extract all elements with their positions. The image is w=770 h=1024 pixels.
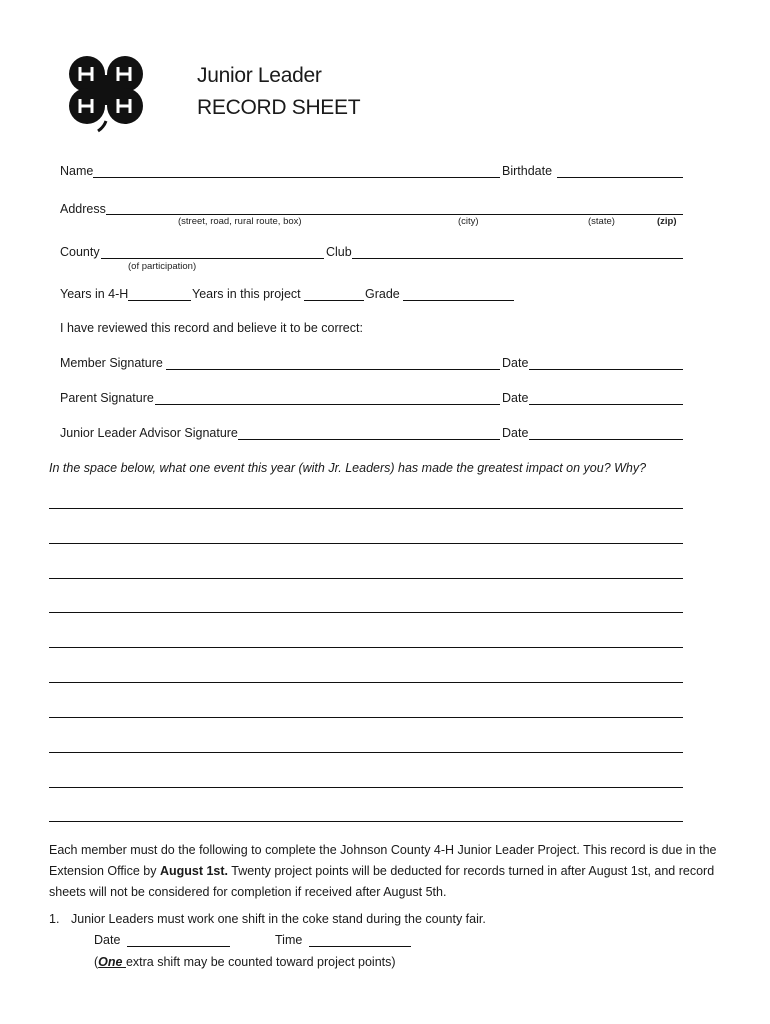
member-signature-field[interactable] xyxy=(166,369,500,370)
item-1-time-label: Time xyxy=(275,933,303,947)
grade-field[interactable] xyxy=(403,300,514,301)
answer-line-7[interactable] xyxy=(49,717,683,718)
county-hint: (of participation) xyxy=(128,261,197,272)
item-1-date-label: Date xyxy=(94,933,121,947)
answer-line-5[interactable] xyxy=(49,647,683,648)
4h-clover-icon xyxy=(66,49,146,133)
item-1-date-field[interactable] xyxy=(127,946,230,947)
address-field[interactable] xyxy=(106,214,683,215)
instructions-text-2: Twenty project points will be deducted for records turned in after August 1st, and record sheets will not be considered for completion if received after August 5th. xyxy=(49,864,715,899)
address-hint-street: (street, road, rural route, box) xyxy=(178,216,302,227)
item-1-time-field[interactable] xyxy=(309,946,411,947)
name-label: Name xyxy=(60,164,94,178)
birthdate-label: Birthdate xyxy=(502,164,553,178)
county-label: County xyxy=(60,245,100,259)
advisor-signature-field[interactable] xyxy=(238,439,500,440)
answer-line-2[interactable] xyxy=(49,543,683,544)
certify-text: I have reviewed this record and believe it to be correct: xyxy=(60,321,363,335)
item-1-note-rest: extra shift may be counted toward project points) xyxy=(125,955,396,969)
address-label: Address xyxy=(60,202,106,216)
answer-line-10[interactable] xyxy=(49,821,683,822)
club-field[interactable] xyxy=(352,258,683,259)
item-1-text: Junior Leaders must work one shift in the coke stand during the county fair. xyxy=(71,912,486,926)
member-date-field[interactable] xyxy=(529,369,683,370)
years-4h-label: Years in 4-H xyxy=(60,287,129,301)
instructions-text-1: Each member must do the following to complete the Johnson County 4-H Junior Leader Project. This record is due in the Extension Office by xyxy=(49,843,717,878)
years-project-field[interactable] xyxy=(304,300,364,301)
instructions-paragraph xyxy=(49,840,721,903)
answer-line-8[interactable] xyxy=(49,752,683,753)
county-field[interactable] xyxy=(101,258,324,259)
parent-signature-label: Parent Signature xyxy=(60,391,154,405)
member-signature-label: Member Signature xyxy=(60,356,163,370)
address-hint-city: (city) xyxy=(458,216,479,227)
club-label: Club xyxy=(326,245,352,259)
answer-line-4[interactable] xyxy=(49,612,683,613)
grade-label: Grade xyxy=(365,287,400,301)
page-subtitle: RECORD SHEET xyxy=(197,96,361,119)
item-1-note-open: ( xyxy=(94,955,99,969)
parent-signature-field[interactable] xyxy=(155,404,500,405)
answer-line-6[interactable] xyxy=(49,682,683,683)
answer-line-9[interactable] xyxy=(49,787,683,788)
parent-date-label: Date xyxy=(502,391,529,405)
years-4h-field[interactable] xyxy=(128,300,191,301)
years-project-label: Years in this project xyxy=(192,287,301,301)
advisor-date-field[interactable] xyxy=(529,439,683,440)
answer-line-1[interactable] xyxy=(49,508,683,509)
advisor-date-label: Date xyxy=(502,426,529,440)
address-hint-zip: (zip) xyxy=(657,216,677,227)
essay-prompt: In the space below, what one event this year (with Jr. Leaders) has made the greatest impact on you? Why? xyxy=(49,461,647,475)
birthdate-field[interactable] xyxy=(557,177,683,178)
answer-line-3[interactable] xyxy=(49,578,683,579)
due-date: August 1st. xyxy=(159,864,228,878)
member-date-label: Date xyxy=(502,356,529,370)
item-1-note-bold: One xyxy=(98,955,126,969)
page-title: Junior Leader xyxy=(197,64,322,87)
name-field[interactable] xyxy=(93,177,500,178)
parent-date-field[interactable] xyxy=(529,404,683,405)
item-1-note xyxy=(94,955,396,970)
advisor-signature-label: Junior Leader Advisor Signature xyxy=(60,426,238,440)
address-hint-state: (state) xyxy=(588,216,615,227)
item-1-number: 1. xyxy=(49,912,60,926)
